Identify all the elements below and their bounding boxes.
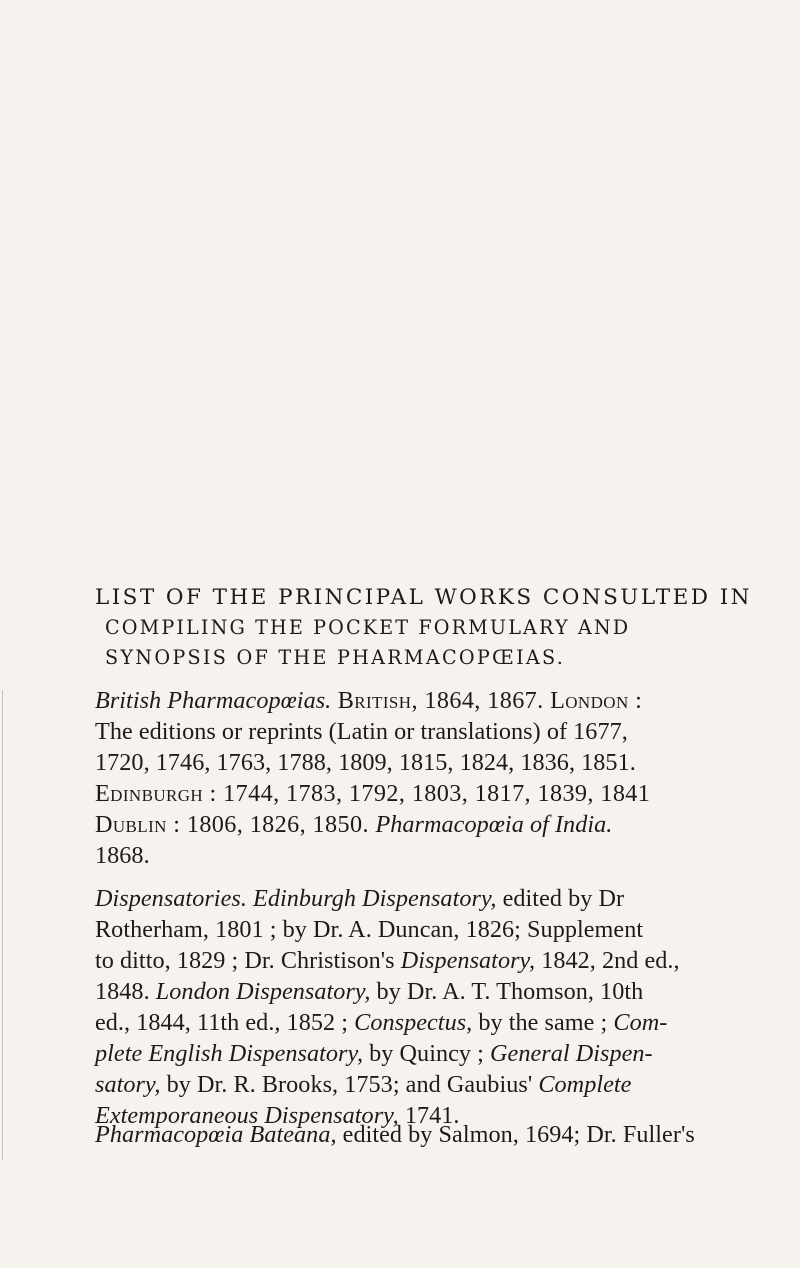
text-line: [95, 1119, 785, 1150]
italic-title: satory,: [95, 1071, 161, 1098]
text-run: by Dr. R. Brooks, 1753; and Gaubius': [160, 1071, 539, 1098]
paragraph-formularies: [95, 1119, 785, 1150]
text-line: Edinburgh : 1744, 1783, 1792, 1803, 1817, 1839, 1841: [95, 780, 651, 807]
text-run: to ditto, 1829 ; Dr. Christison's: [95, 947, 401, 974]
text-line: [95, 809, 785, 840]
italic-title: Extemporaneous Dispensatory,: [95, 1102, 399, 1129]
text-line: [95, 1038, 785, 1069]
text-line: [95, 945, 785, 976]
text-run: Dublin : 1806, 1826, 1850.: [95, 811, 376, 838]
italic-title: Pharmacopœia of India.: [375, 811, 613, 838]
text-run: by the same ;: [472, 1009, 614, 1036]
text-run: 1842, 2nd ed.,: [535, 947, 680, 974]
text-line: [95, 1069, 785, 1100]
text-run: by Dr. A. T. Thomson, 10th: [370, 978, 644, 1005]
text-line: [95, 685, 785, 716]
italic-title: Dispensatory,: [400, 947, 536, 974]
text-run: edited by Dr: [496, 885, 625, 912]
text-line: [95, 883, 785, 914]
heading-line-2: COMPILING THE POCKET FORMULARY AND: [105, 616, 631, 639]
italic-title: Complete: [538, 1071, 632, 1098]
paragraph-dispensatories: [95, 883, 785, 1131]
italic-title: General Dispen-: [490, 1040, 653, 1067]
italic-title: Edinburgh Dispensatory,: [246, 885, 497, 912]
italic-title: Conspectus,: [354, 1009, 473, 1036]
paragraph-british-pharmacopoeias: [95, 685, 785, 871]
text-run: British, 1864, 1867. London :: [331, 687, 643, 714]
text-line: Rotherham, 1801 ; by Dr. A. Duncan, 1826; Supplement: [95, 916, 644, 943]
text-run: ed., 1844, 11th ed., 1852 ;: [95, 1009, 355, 1036]
section-title: Dispensatories.: [95, 885, 247, 912]
text-run: edited by Salmon, 1694; Dr. Fuller's: [336, 1121, 695, 1148]
page-edge-line: [2, 690, 3, 1160]
text-run: 1741.: [398, 1102, 460, 1129]
heading-line-1: LIST OF THE PRINCIPAL WORKS CONSULTED IN: [95, 585, 752, 610]
text-line: 1720, 1746, 1763, 1788, 1809, 1815, 1824, 1836, 1851.: [95, 749, 636, 776]
text-line: The editions or reprints (Latin or translations) of 1677,: [95, 718, 628, 745]
italic-title: London Dispensatory,: [155, 978, 371, 1005]
italic-title: Pharmacopœia Bateana,: [95, 1121, 337, 1148]
text-run: by Quincy ;: [363, 1040, 491, 1067]
text-run: 1848.: [95, 978, 156, 1005]
italic-title: plete English Dispensatory,: [95, 1040, 364, 1067]
text-line: [95, 1007, 785, 1038]
text-line: 1868.: [95, 842, 150, 869]
text-line: [95, 976, 785, 1007]
heading-line-3: SYNOPSIS OF THE PHARMACOPŒIAS.: [105, 646, 566, 669]
italic-title: Com-: [613, 1009, 668, 1036]
page-heading: [95, 583, 785, 673]
section-title: British Pharmacopœias.: [95, 687, 332, 714]
